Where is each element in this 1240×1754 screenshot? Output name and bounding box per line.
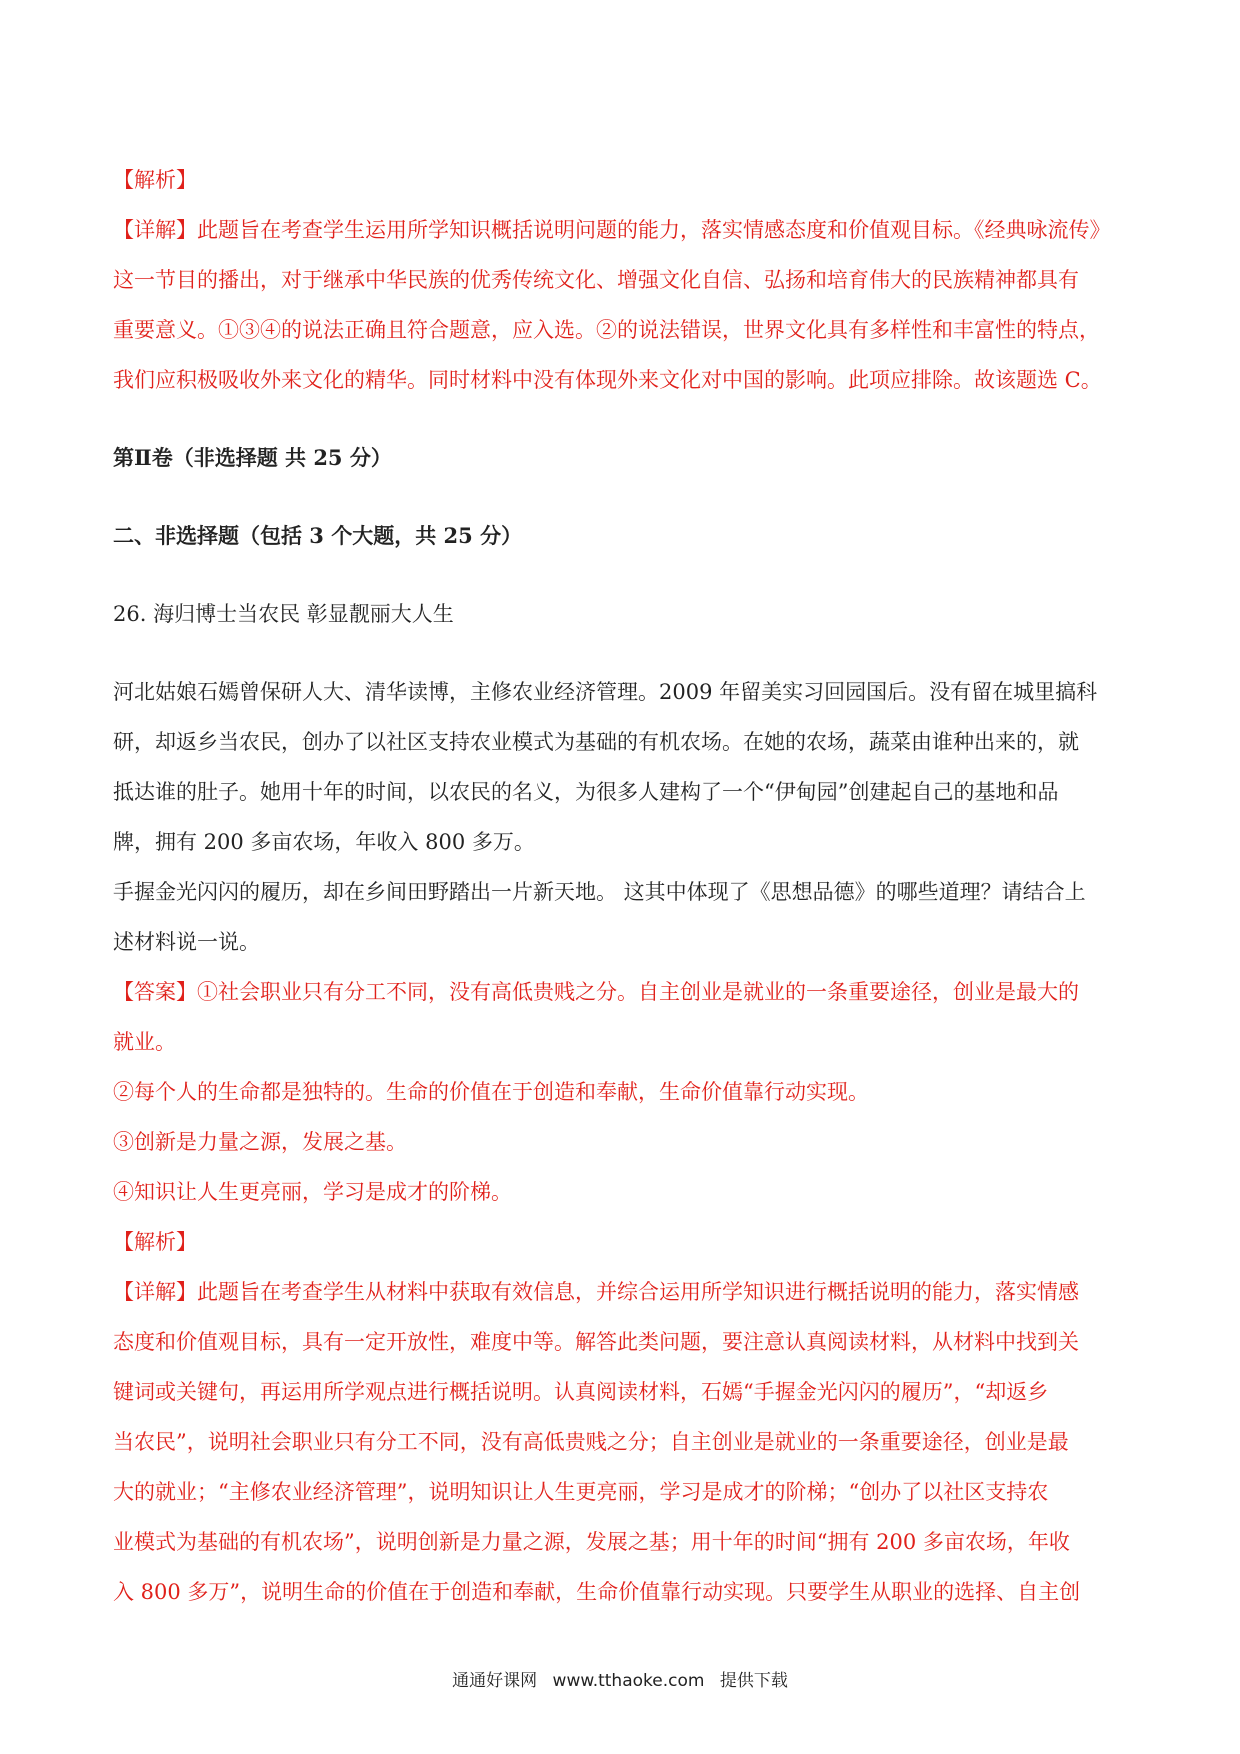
analysis-heading: 【解析】 xyxy=(113,168,197,192)
text-line: 牌，拥有 200 多亩农场，年收入 800 多万。 xyxy=(113,830,535,854)
text-line: 大的就业；“主修农业经济管理”，说明知识让人生更亮丽，学习是成才的阶梯；“创办了以社区支持农 xyxy=(113,1480,1049,1504)
text-line: 述材料说一说。 xyxy=(113,930,260,954)
text-line: 重要意义。①③④的说法正确且符合题意，应入选。②的说法错误，世界文化具有多样性和丰富性的特点， xyxy=(113,318,1100,342)
text-line: 态度和价值观目标，具有一定开放性，难度中等。解答此类问题，要注意认真阅读材料，从材料中找到关 xyxy=(113,1330,1079,1354)
text-line: 当农民”，说明社会职业只有分工不同，没有高低贵贱之分；自主创业是就业的一条重要途径，创业是最 xyxy=(113,1430,1069,1454)
question-title: 26. 海归博士当农民 彰显靓丽大人生 xyxy=(113,602,454,626)
text-line: 就业。 xyxy=(113,1030,176,1054)
text-line: ④知识让人生更亮丽，学习是成才的阶梯。 xyxy=(113,1180,512,1204)
text-line: 【答案】①社会职业只有分工不同，没有高低贵贱之分。自主创业是就业的一条重要途径，创业是最大的 xyxy=(113,980,1079,1004)
text-line: 河北姑娘石嫣曾保研人大、清华读博，主修农业经济管理。2009 年留美实习回园国后。没有留在城里搞科 xyxy=(113,680,1098,704)
page-footer xyxy=(0,1666,1240,1691)
text-line: 入 800 多万”，说明生命的价值在于创造和奉献，生命价值靠行动实现。只要学生从职业的选择、自主创 xyxy=(113,1580,1081,1604)
text-line: 研，却返乡当农民，创办了以社区支持农业模式为基础的有机农场。在她的农场，蔬菜由谁种出来的，就 xyxy=(113,730,1079,754)
section-volume-heading: 第Ⅱ卷（非选择题 共 25 分） xyxy=(113,445,392,470)
text-line: 我们应积极吸收外来文化的精华。同时材料中没有体现外来文化对中国的影响。此项应排除。故该题选 C。 xyxy=(113,368,1102,392)
footer-site-name: 通通好课网 xyxy=(452,1671,538,1691)
text-line: ②每个人的生命都是独特的。生命的价值在于创造和奉献，生命价值靠行动实现。 xyxy=(113,1080,869,1104)
text-line: ③创新是力量之源，发展之基。 xyxy=(113,1130,407,1154)
text-line: 这一节目的播出，对于继承中华民族的优秀传统文化、增强文化自信、弘扬和培育伟大的民族精神都具有 xyxy=(113,268,1079,292)
analysis-heading: 【解析】 xyxy=(113,1230,197,1254)
text-line: 业模式为基础的有机农场”，说明创新是力量之源，发展之基；用十年的时间“拥有 200 多亩农场，年收 xyxy=(113,1530,1070,1554)
text-line: 抵达谁的肚子。她用十年的时间，以农民的名义，为很多人建构了一个“伊甸园”创建起自己的基地和品 xyxy=(113,780,1059,804)
question-material xyxy=(113,667,1133,967)
page-content xyxy=(113,155,1133,1617)
analysis-detail xyxy=(113,1267,1133,1617)
text-line: 【详解】此题旨在考查学生从材料中获取有效信息，并综合运用所学知识进行概括说明的能力，落实情感 xyxy=(113,1280,1079,1304)
footer-url[interactable]: www.tthaoke.com xyxy=(552,1671,705,1691)
text-line: 手握金光闪闪的履历，却在乡间田野踏出一片新天地。 这其中体现了《思想品德》的哪些道理？请结合上 xyxy=(113,880,1086,904)
answer-block xyxy=(113,967,1133,1217)
text-line: 键词或关键句，再运用所学观点进行概括说明。认真阅读材料，石嫣“手握金光闪闪的履历”，“却返乡 xyxy=(113,1380,1049,1404)
analysis-detail xyxy=(113,205,1133,405)
footer-suffix: 提供下载 xyxy=(719,1671,788,1691)
text-line: 【详解】此题旨在考查学生运用所学知识概括说明问题的能力，落实情感态度和价值观目标。《经典咏流传》 xyxy=(113,218,1111,242)
section-part-heading: 二、非选择题（包括 3 个大题，共 25 分） xyxy=(113,523,523,548)
